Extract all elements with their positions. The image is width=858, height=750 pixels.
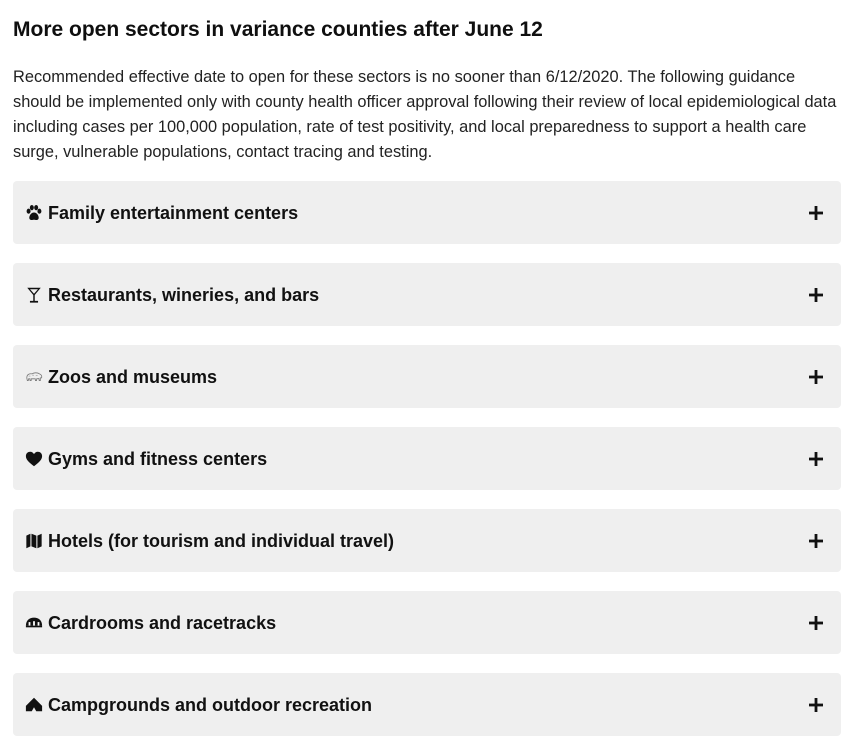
map-icon (24, 531, 44, 551)
dome-icon (24, 613, 44, 633)
accordion-item-label: Cardrooms and racetracks (48, 612, 277, 633)
plus-icon[interactable] (807, 450, 825, 468)
accordion-item-campgrounds[interactable] (13, 673, 841, 736)
accordion-item-label: Campgrounds and outdoor recreation (48, 694, 373, 715)
plus-icon[interactable] (807, 204, 825, 222)
section-heading: More open sectors in variance counties after June 12 (13, 18, 543, 41)
accordion-item-label: Gyms and fitness centers (48, 448, 268, 469)
accordion-item-label: Hotels (for tourism and individual travel) (48, 530, 395, 551)
accordion-item-family-entertainment[interactable] (13, 181, 841, 244)
accordion-item-label: Zoos and museums (48, 366, 218, 387)
plus-icon[interactable] (807, 532, 825, 550)
cocktail-glass-icon (24, 285, 44, 305)
accordion-item-restaurants[interactable] (13, 263, 841, 326)
paw-icon (24, 203, 44, 223)
bison-icon (24, 367, 44, 387)
plus-icon[interactable] (807, 286, 825, 304)
accordion-item-gyms[interactable] (13, 427, 841, 490)
accordion-item-label: Restaurants, wineries, and bars (48, 284, 320, 305)
heart-icon (24, 449, 44, 469)
accordion-item-cardrooms[interactable] (13, 591, 841, 654)
accordion-item-zoos-museums[interactable] (13, 345, 841, 408)
plus-icon[interactable] (807, 614, 825, 632)
plus-icon[interactable] (807, 368, 825, 386)
sectors-accordion (13, 181, 845, 736)
section-intro: Recommended effective date to open for these sectors is no sooner than 6/12/2020. The following guidance should be implemented only with county health officer approval following their review of local epidemiological data including cases per 100,000 population, rate of test positivity, and local preparedness to support a health care surge, vulnerable populations, contact tracing and testing. (13, 68, 837, 161)
accordion-item-label: Family entertainment centers (48, 202, 299, 223)
tent-icon (24, 695, 44, 715)
accordion-item-hotels[interactable] (13, 509, 841, 572)
plus-icon[interactable] (807, 696, 825, 714)
